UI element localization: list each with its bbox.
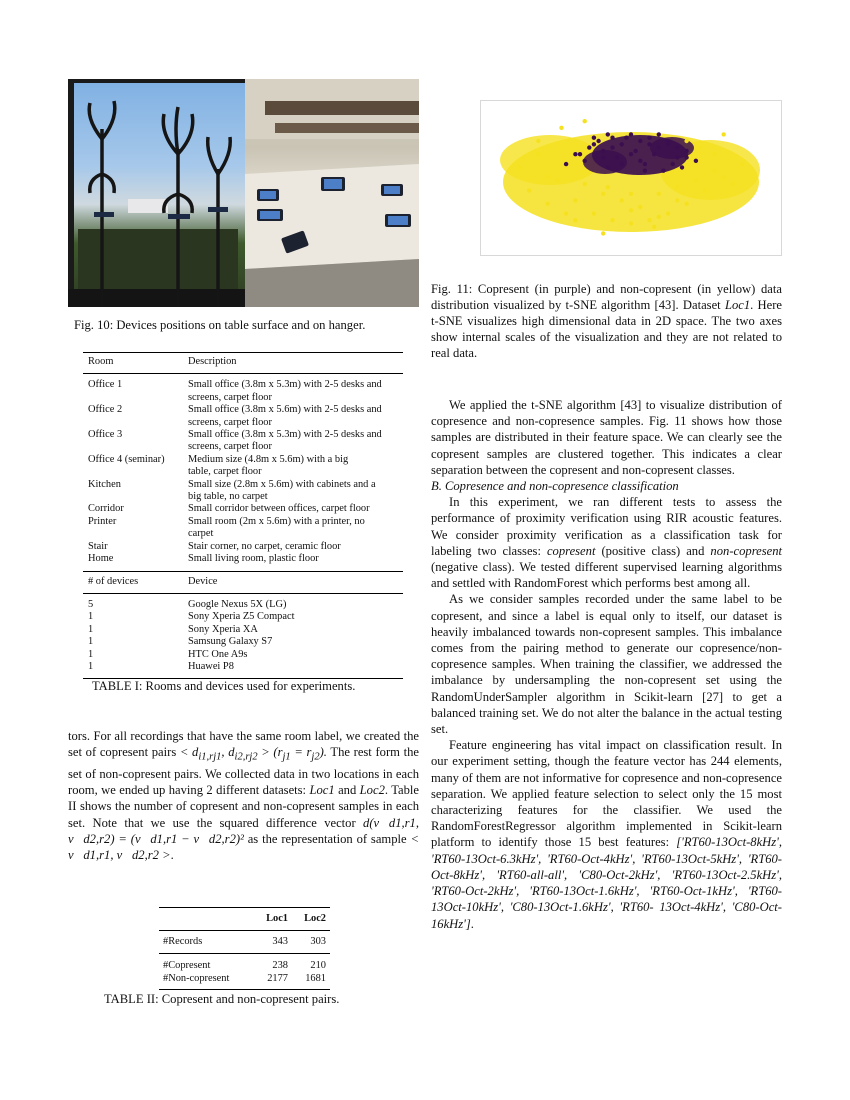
copresent-point (564, 162, 568, 166)
non-copresent-point (545, 202, 549, 206)
copresent-point (652, 152, 656, 156)
row-label: #Records (159, 931, 254, 954)
device-count: 5 (88, 598, 94, 610)
room-name: Home (88, 553, 114, 565)
header-blank (159, 908, 254, 931)
table-row (83, 593, 403, 611)
table-row (83, 624, 403, 636)
table-row (83, 541, 403, 553)
loc2-value: 210 (310, 960, 326, 971)
section-heading: B. Copresence and non-copresence classification (431, 479, 679, 494)
non-copresent-point (675, 185, 679, 189)
device-name: Huawei P8 (188, 660, 234, 672)
copresent-point (671, 162, 675, 166)
table-row (83, 429, 403, 454)
non-copresent-point (722, 175, 726, 179)
non-copresent-point (573, 198, 577, 202)
copresent-point (592, 142, 596, 146)
non-copresent-point (698, 145, 702, 149)
copresent-point (620, 142, 624, 146)
table-2-caption: TABLE II: Copresent and non-copresent pairs. (104, 992, 340, 1006)
table-1-device-header (83, 571, 403, 593)
header-room: Room (83, 353, 183, 374)
non-copresent-point (583, 119, 587, 123)
non-copresent-point (657, 192, 661, 196)
copresent-point (606, 165, 610, 169)
copresent-point (578, 152, 582, 156)
table-row (159, 972, 330, 989)
loc1-value: 343 (254, 931, 292, 954)
copresent-point (657, 145, 661, 149)
non-copresent-point (675, 198, 679, 202)
device-count: 1 (88, 636, 94, 648)
room-description: Small office (3.8m x 5.3m) with 2-5 desks and screens, carpet floor (188, 429, 382, 453)
difference-vector-formula: d(v⃗d1,r1, v⃗d2,r2) = (v⃗d1,r1 − v⃗d2,r2)² (68, 815, 419, 846)
row-label: #Copresent (163, 960, 211, 971)
table-row (83, 649, 403, 661)
room-description: Small room (2m x 5.6m) with a printer, no carpet (188, 515, 365, 540)
loc2-value: 1681 (305, 973, 326, 984)
room-name: Office 2 (88, 404, 123, 416)
room-description: Small office (3.8m x 5.3m) with 2-5 desks and screens, carpet floor (188, 379, 382, 403)
copresent-point (629, 132, 633, 136)
copresent-point (601, 155, 605, 159)
copresent-point (606, 132, 610, 136)
non-copresent-point (620, 198, 624, 202)
table-row (83, 479, 403, 504)
copresent-point (624, 136, 628, 140)
device-name: Sony Xperia Z5 Compact (188, 611, 295, 623)
non-copresent-point (722, 132, 726, 136)
left-body-text (68, 728, 419, 863)
loc1-value: 238 (272, 960, 288, 971)
copresent-point (629, 152, 633, 156)
loc1-value: 2177 (267, 973, 288, 984)
non-copresent-point (629, 208, 633, 212)
table-row (159, 954, 330, 973)
non-copresent-point (564, 211, 568, 215)
device-count: 1 (88, 623, 94, 635)
non-copresent-point (583, 182, 587, 186)
header-device-count: # of devices (83, 571, 183, 593)
non-copresent-point (629, 192, 633, 196)
copresent-density (583, 150, 627, 174)
copresent-point (638, 159, 642, 163)
non-copresent-point (657, 215, 661, 219)
room-description: Medium size (4.8m x 5.6m) with a big table, carpet floor (188, 453, 349, 478)
device-count: 1 (88, 660, 94, 672)
non-copresent-point (527, 188, 531, 192)
copresent-point (643, 162, 647, 166)
copresent-point (684, 155, 688, 159)
loc2-value: 303 (292, 931, 330, 954)
room-name: Kitchen (88, 478, 121, 490)
copresent-point (592, 136, 596, 140)
non-copresent-point (666, 211, 670, 215)
non-copresent-point (592, 211, 596, 215)
figure-10-caption: Fig. 10: Devices positions on table surface and on hanger. (74, 318, 366, 332)
header-device: Device (183, 571, 403, 593)
table-row (83, 661, 403, 678)
copresent-point (601, 149, 605, 153)
copresent-point (684, 149, 688, 153)
table-2-header (159, 908, 330, 931)
copresent-point (596, 139, 600, 143)
table-photo (245, 79, 419, 307)
non-copresent-point (712, 152, 716, 156)
figure-10 (68, 79, 419, 307)
non-copresent-point (536, 152, 540, 156)
room-description: Stair corner, no carpet, ceramic floor (188, 540, 341, 552)
non-copresent-point (601, 192, 605, 196)
device-name: Sony Xperia XA (188, 623, 258, 635)
tsne-scatter-plot (480, 100, 782, 260)
copresent-point (661, 169, 665, 173)
non-copresent-point (647, 218, 651, 222)
device-name: Samsung Galaxy S7 (188, 636, 273, 648)
copresent-point (675, 145, 679, 149)
copresent-point (633, 149, 637, 153)
hanger-photo (68, 79, 245, 307)
copresent-pair-formula: < $d_{i1,rj1}$, $d_{i2,rj2} > (r_{j1} = r_{j2})$. (179, 745, 327, 763)
non-copresent-point (610, 218, 614, 222)
hanger-illustration (68, 79, 245, 307)
device-count: 1 (88, 611, 94, 623)
room-name: Office 4 (seminar) (88, 453, 165, 465)
table-row (83, 454, 403, 479)
room-description: Small corridor between offices, carpet floor (188, 503, 370, 515)
copresent-point (638, 139, 642, 143)
non-copresent-point (518, 165, 522, 169)
table-row (159, 931, 330, 954)
copresent-point (666, 139, 670, 143)
right-body-text (431, 397, 782, 932)
row-label: #Non-copresent (163, 973, 230, 984)
paragraph: Feature engineering has vital impact on classification result. In our experiment setting, though the feature vector has 244 elements, many of them are not informative for copresence and non-copresence separation. We applied feature selection to select only the 15 most characterizing features for the classifier. We used the RandomForestRegressor algorithm implemented in Scikit-learn platform to identify those 15 best features: ['RT60-13Oct-8kHz', 'RT60-13Oct-6.3kHz', 'RT60-Oct-4kHz', 'RT60-13Oct-5kHz', 'RT60-Oct-8kHz', 'RT60-all-all', 'C80-Oct-2kHz', 'RT60-13Oct-2.5kHz', 'RT60-Oct-2kHz', 'RT60-13Oct-1.6kHz', 'RT60-Oct-1kHz', 'RT60-13Oct-10kHz', 'C80-13Oct-1.6kHz', 'RT60- 13Oct-4kHz', 'C80-Oct-16kHz']. (431, 738, 782, 931)
room-name: Printer (88, 515, 117, 527)
non-copresent-point (559, 126, 563, 130)
copresent-point (680, 165, 684, 169)
copresent-point (573, 152, 577, 156)
table-row (83, 404, 403, 429)
copresent-point (620, 162, 624, 166)
header-description: Description (183, 353, 403, 374)
paragraph: We applied the t-SNE algorithm [43] to visualize distribution of copresence and non-copresence samples. Fig. 11 shows how those samples are distributed in their feature space. We can clearly see the copresent samples are clustered together. This indicates a clear separation between the copresent and non-copresent classes. (431, 398, 782, 477)
table-2 (159, 907, 330, 990)
non-copresent-point (638, 205, 642, 209)
non-copresent-point (555, 178, 559, 182)
copresent-point (657, 132, 661, 136)
copresent-point (694, 159, 698, 163)
room-name: Office 1 (88, 379, 123, 391)
non-copresent-point (573, 218, 577, 222)
header-loc2: Loc2 (292, 908, 330, 931)
copresent-point (647, 142, 651, 146)
copresent-point (615, 155, 619, 159)
paragraph: In this experiment, we ran different tests to assess the performance of proximity verification using RIR acoustic features. We consider proximity verification as a classification task for labeling two classes: copresent (positive class) and non-copresent (negative class). We tested different supervised learning algorithms and settled with RandomForest which performs best among all. (431, 495, 782, 591)
paragraph: tors. For all recordings that have the same room label, we created the set of copresent pairs < $d_{i1,rj1}$, $d_{i2,rj2} > (r_{j1} = r_{j2})$. The rest form the set of non-copresent pairs. We collected data in two locations in each room, we ended up having 2 different datasets: Loc1 and Loc2. Table II shows the number of copresent and non-copresent samples in each set. Note that we use the squared difference vector d(v⃗d1,r1, v⃗d2,r2) = (v⃗d1,r1 − v⃗d2,r2)² as the representation of sample < v⃗d1,r1, v⃗d2,r2 >. (68, 729, 420, 862)
table-row (83, 374, 403, 404)
feature-list: ['RT60-13Oct-8kHz', 'RT60-13Oct-6.3kHz', 'RT60-Oct-4kHz', 'RT60-13Oct-5kHz', 'RT60-Oct-8kHz', 'RT60-all-all', 'C80-Oct-2kHz', 'RT60-13Oct-2.5kHz', 'RT60-Oct-2kHz', 'RT60-13Oct-1.6kHz', 'RT60-Oct-1kHz', 'RT60-13Oct-10kHz', 'C80-13Oct-1.6kHz', 'RT60- 13Oct-4kHz', 'C80-Oct-16kHz'] (431, 835, 782, 931)
table-1-room-header (83, 353, 403, 374)
table-row (83, 553, 403, 571)
copresent-point (587, 145, 591, 149)
non-copresent-point (684, 202, 688, 206)
table-illustration (245, 79, 419, 307)
non-copresent-point (606, 185, 610, 189)
device-name: Google Nexus 5X (LG) (188, 598, 287, 610)
non-copresent-point (629, 221, 633, 225)
non-copresent-point (601, 231, 605, 235)
non-copresent-point (652, 225, 656, 229)
non-copresent-point (536, 139, 540, 143)
non-copresent-point (740, 162, 744, 166)
sample-formula: < v⃗d1,r1, v⃗d2,r2 > (68, 831, 419, 862)
non-copresent-point (545, 175, 549, 179)
device-name: HTC One A9s (188, 648, 248, 660)
paragraph: As we consider samples recorded under the same label to be copresent, and since a label is equal only to itself, our dataset is heavily imbalanced towards non-copresent samples. This imbalance comes from the pairing method to generate our copresence/non-copresence samples. When training the classifier, we addressed the imbalance by undersampling the non-copresent set using the RandomUnderSampler algorithm in Scikit-learn [27] to get a balanced training set. We do not alter the balance in the actual testing set. (431, 592, 782, 737)
non-copresent-point (712, 169, 716, 173)
table-1 (83, 352, 403, 679)
non-copresent-point (703, 188, 707, 192)
room-description: Small living room, plastic floor (188, 553, 319, 565)
non-copresent-point (731, 182, 735, 186)
table-row (83, 611, 403, 623)
room-name: Stair (88, 540, 108, 552)
non-copresent-point (694, 178, 698, 182)
room-description: Small size (2.8m x 5.6m) with cabinets and a big table, no carpet (188, 478, 376, 503)
copresent-point (643, 169, 647, 173)
copresent-point (675, 155, 679, 159)
copresent-point (610, 136, 614, 140)
room-name: Corridor (88, 503, 124, 515)
table-row (83, 503, 403, 515)
figure-11-scatter (480, 100, 782, 260)
room-name: Office 3 (88, 429, 123, 441)
copresent-point (610, 145, 614, 149)
figure-11-caption: Fig. 11: Copresent (in purple) and non-copresent (in yellow) data distribution visualized by t-SNE algorithm [43]. Dataset Loc1. Here t-SNE visualizes high dimensional data in 2D space. The two axes show internal scales of the visualization and they are not related to real data. (431, 282, 783, 360)
table-row (83, 516, 403, 541)
copresent-point (647, 136, 651, 140)
table-1-caption: TABLE I: Rooms and devices used for experiments. (92, 679, 356, 693)
header-loc1: Loc1 (254, 908, 292, 931)
table-row (83, 636, 403, 648)
non-copresent-point (684, 139, 688, 143)
room-description: Small office (3.8m x 5.6m) with 2-5 desks and screens, carpet floor (188, 404, 382, 428)
device-count: 1 (88, 648, 94, 660)
copresent-point (583, 159, 587, 163)
